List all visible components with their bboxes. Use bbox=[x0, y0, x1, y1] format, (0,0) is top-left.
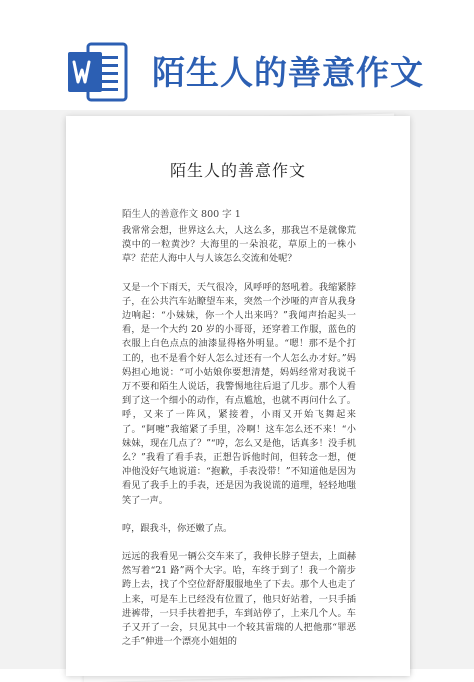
header-banner bbox=[0, 0, 474, 125]
paragraph: 我常常会想，世界这么大，人这么多，那我岂不是就像荒漠中的一粒黄沙？大海里的一朵浪花，草原上的一株小草？茫茫人海中人与人该怎么交流和处呢？ bbox=[122, 225, 356, 265]
document-title: 陌生人的善意作文 bbox=[169, 161, 306, 180]
word-document-icon bbox=[66, 40, 130, 104]
banner-title: 陌生人的善意作文 bbox=[152, 53, 424, 92]
document-meta: 陌生人的善意作文 800 字 1 bbox=[122, 209, 241, 220]
document-body bbox=[122, 224, 356, 663]
paragraph: 远远的我看见一辆公交车来了，我伸长脖子望去，上面赫然写着“21 路”两个大字。哈，车终于到了！我一个箭步跨上去，找了个空位舒舒服服地坐了下去。那个人也走了上来，可是车上已经没有位置了，他只好站着，一只手插进裤带，一只手扶着把手，车到站停了，上来几个人。车子又开了一会，只见其中一个较其雷瑞的人把他那“罪恶之手”伸进一个漂亮小姐姐的 bbox=[122, 551, 356, 648]
document-page bbox=[66, 116, 410, 676]
paragraph: 哼，跟我斗，你还嫩了点。 bbox=[122, 522, 233, 534]
paragraph: 又是一个下雨天，天气很冷，风呼呼的怒吼着。我缩紧脖子，在公共汽车站瞭望车来，突然一个沙哑的声音从我身边响起：“小妹妹，你一个人出来吗？”我闻声抬起头一看，是一个大约 20 岁的小哥哥，还穿着工作服，蓝色的衣服上白色点点的油漆显得格外明显。“嗯！那不是个打工的，也不是看个好人怎么过还有一个人怎么办才好。”妈妈担心地说：“可小姑娘你要想清楚，妈妈经常对我说千万不要和陌生人说话，我警惕地往后退了几步。那个人看到了这一个细小的动作，有点尴尬，也就不再问什么了。呼，又来了一阵风，紧接着，小雨又开始飞舞起来了。“阿嚏”我缩紧了手里，冷啊！这车怎么还不来！“小妹妹，现在几点了？”“哼，怎么又是他，话真多！没手机么？”我看了看手表，正想告诉他时间，但转念一想，便冲他没好气地说道：“抱歉，手表没带！”不知道他是因为看见了我手上的手表，还是因为我说谎的道理，轻轻地嗤笑了一声。 bbox=[122, 281, 356, 506]
